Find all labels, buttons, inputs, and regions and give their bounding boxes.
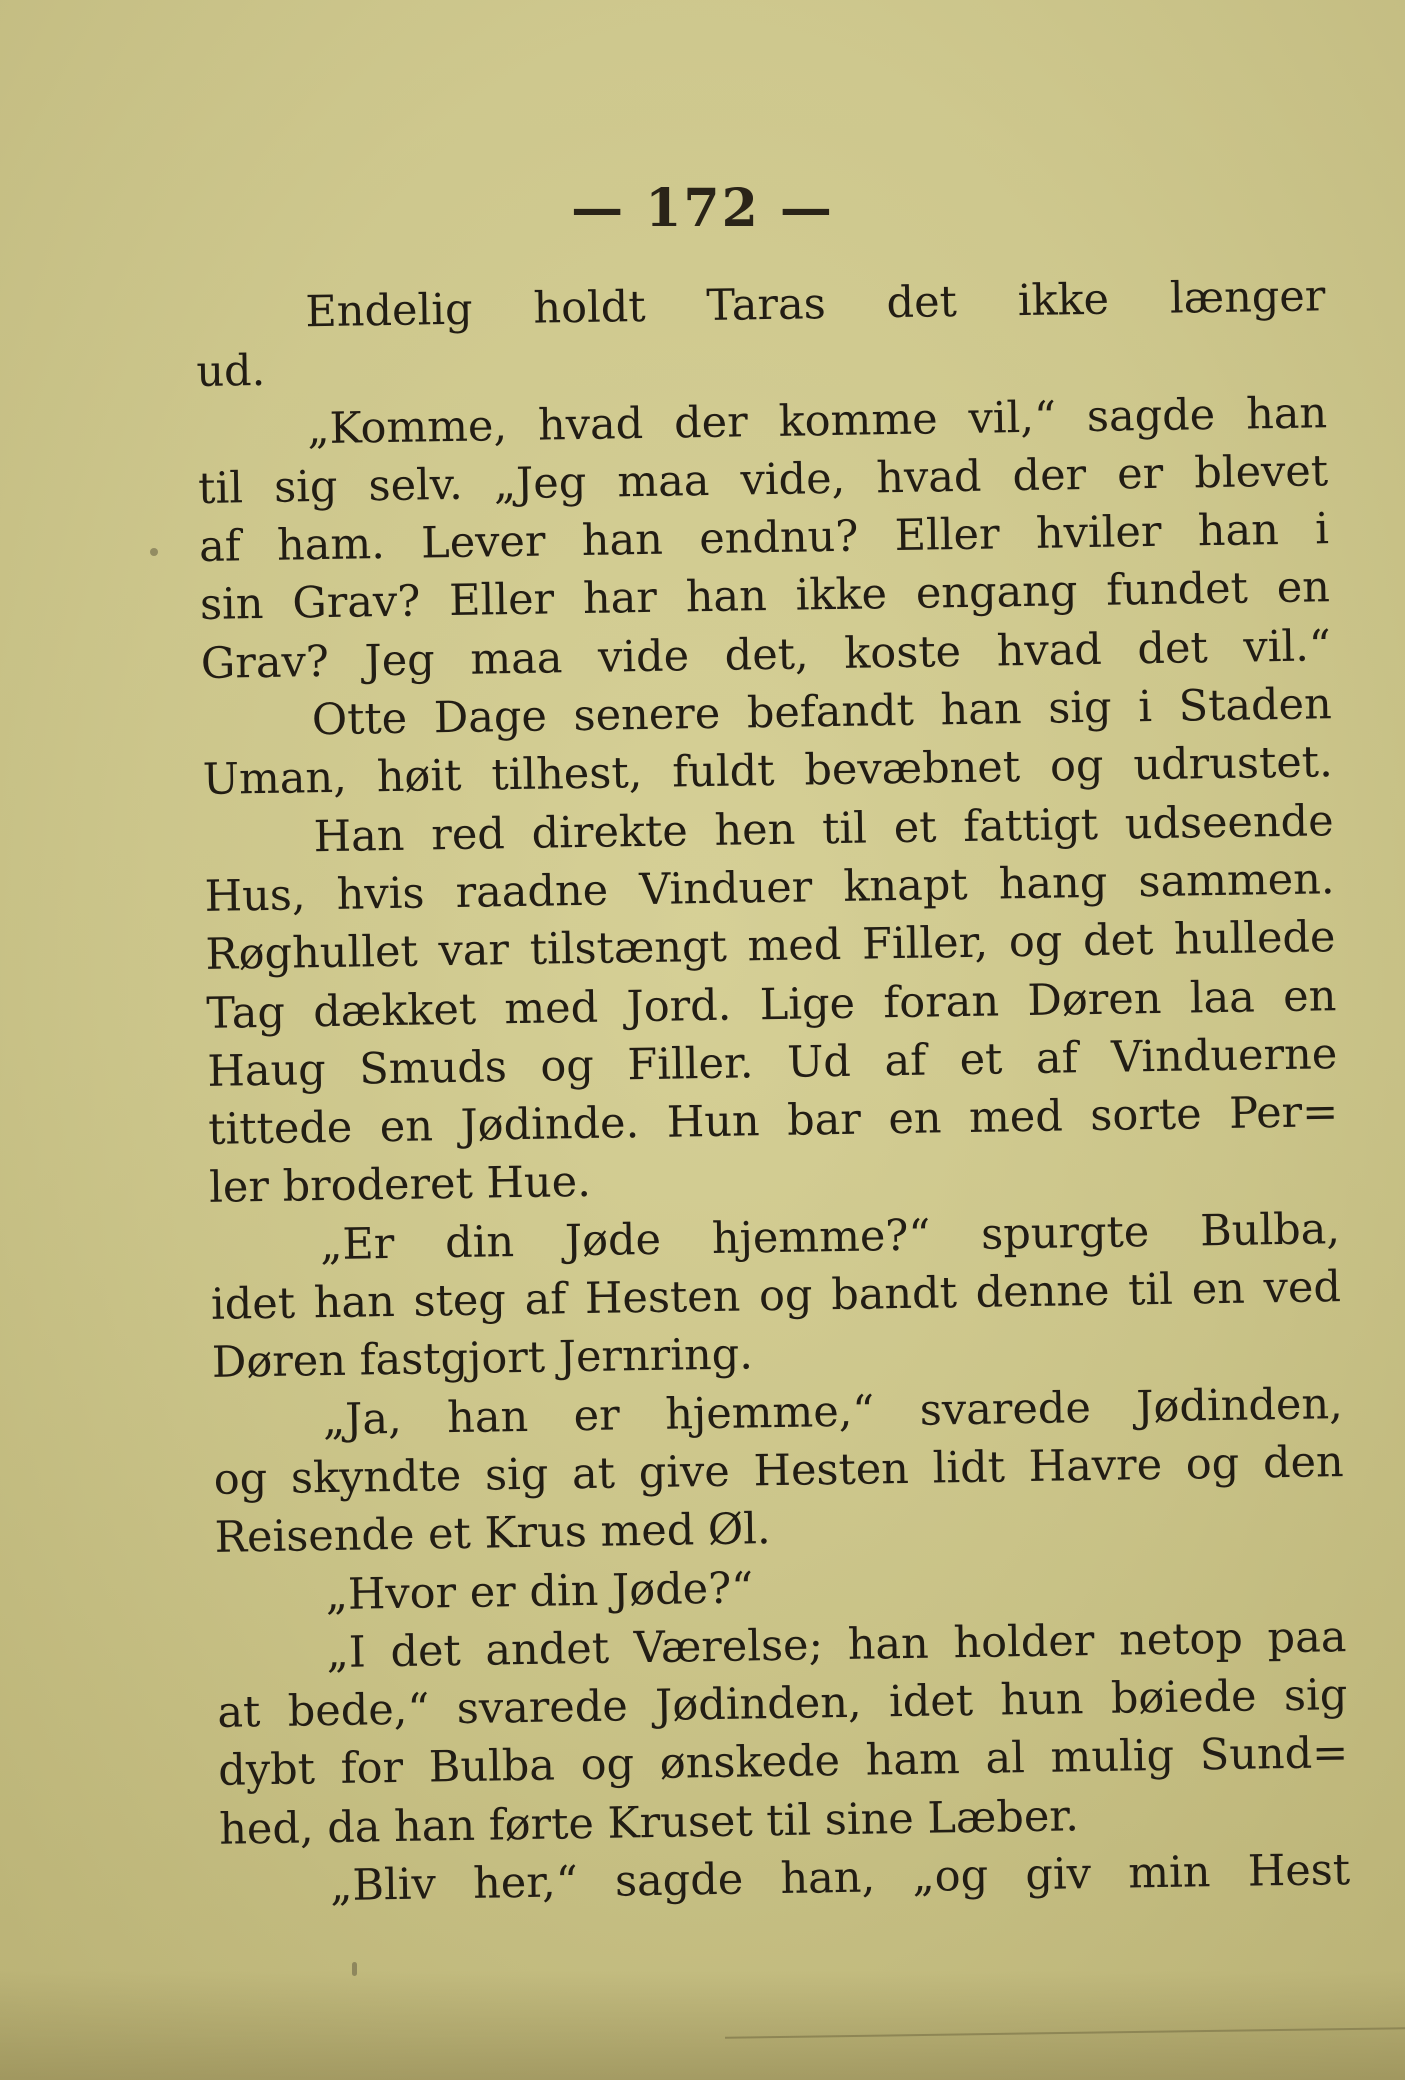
- text-line: Uman, høit tilhest, fuldt bevæbnet og udrustet.: [202, 737, 1334, 806]
- ink-speck: [150, 548, 158, 556]
- text-line: af ham. Lever han endnu? Eller hviler han i: [198, 504, 1330, 573]
- text-line: „Komme, hvad der komme vil,“ sagde han: [306, 387, 1328, 454]
- text-line: Reisende et Krus med Øl.: [214, 1504, 772, 1564]
- text-line: Døren fastgjort Jernring.: [211, 1329, 754, 1389]
- text-line: dybt for Bulba og ønskede ham al mulig Sund=: [217, 1728, 1349, 1797]
- text-line: „Er din Jøde hjemme?“ spurgte Bulba,: [319, 1203, 1341, 1270]
- text-line: „I det andet Værelse; han holder netop paa: [326, 1611, 1347, 1678]
- text-line: Hus, hvis raadne Vinduer knapt hang sammen.: [204, 854, 1335, 922]
- text-line: ud.: [195, 346, 266, 398]
- text-line: hed, da han førte Kruset til sine Læber.: [218, 1791, 1080, 1855]
- text-line: ler broderet Hue.: [208, 1157, 592, 1214]
- text-line: „Bliv her,“ sagde han, „og giv min Hest: [329, 1845, 1351, 1912]
- text-line: Endelig holdt Taras det ikke længer: [305, 271, 1326, 338]
- text-line: tittede en Jødinde. Hun bar en med sorte Per=: [207, 1087, 1339, 1156]
- page-number: — 172 —: [571, 178, 834, 239]
- text-line: Tag dækket med Jord. Lige foran Døren laa en: [206, 970, 1337, 1039]
- text-line: og skyndte sig at give Hesten lidt Havre og den: [213, 1437, 1345, 1505]
- text-line: Otte Dage senere befandt han sig i Staden: [311, 679, 1333, 746]
- text-line: Grav? Jeg maa vide det, koste hvad det vil.“: [200, 620, 1332, 689]
- text-line: Haug Smuds og Filler. Ud af et af Vinduerne: [206, 1029, 1338, 1097]
- text-line: at bede,“ svarede Jødinden, idet hun bøiede sig: [217, 1670, 1348, 1738]
- page-edge-line: [725, 2027, 1405, 2038]
- text-line: Røghullet var tilstængt med Filler, og det hullede: [205, 912, 1336, 981]
- text-line: Han red direkte hen til et fattigt udseende: [313, 795, 1334, 862]
- text-line: idet han steg af Hesten og bandt denne til en ved: [210, 1262, 1342, 1330]
- body-text: [195, 267, 1350, 1917]
- ink-speck: [352, 1962, 357, 1976]
- text-line: til sig selv. „Jeg maa vide, hvad der er blevet: [197, 446, 1329, 514]
- text-line: „Hvor er din Jøde?“: [325, 1562, 754, 1620]
- text-line: „Ja, han er hjemme,“ svarede Jødinden,: [322, 1378, 1344, 1445]
- text-line: sin Grav? Eller har han ikke engang fundet en: [199, 562, 1331, 631]
